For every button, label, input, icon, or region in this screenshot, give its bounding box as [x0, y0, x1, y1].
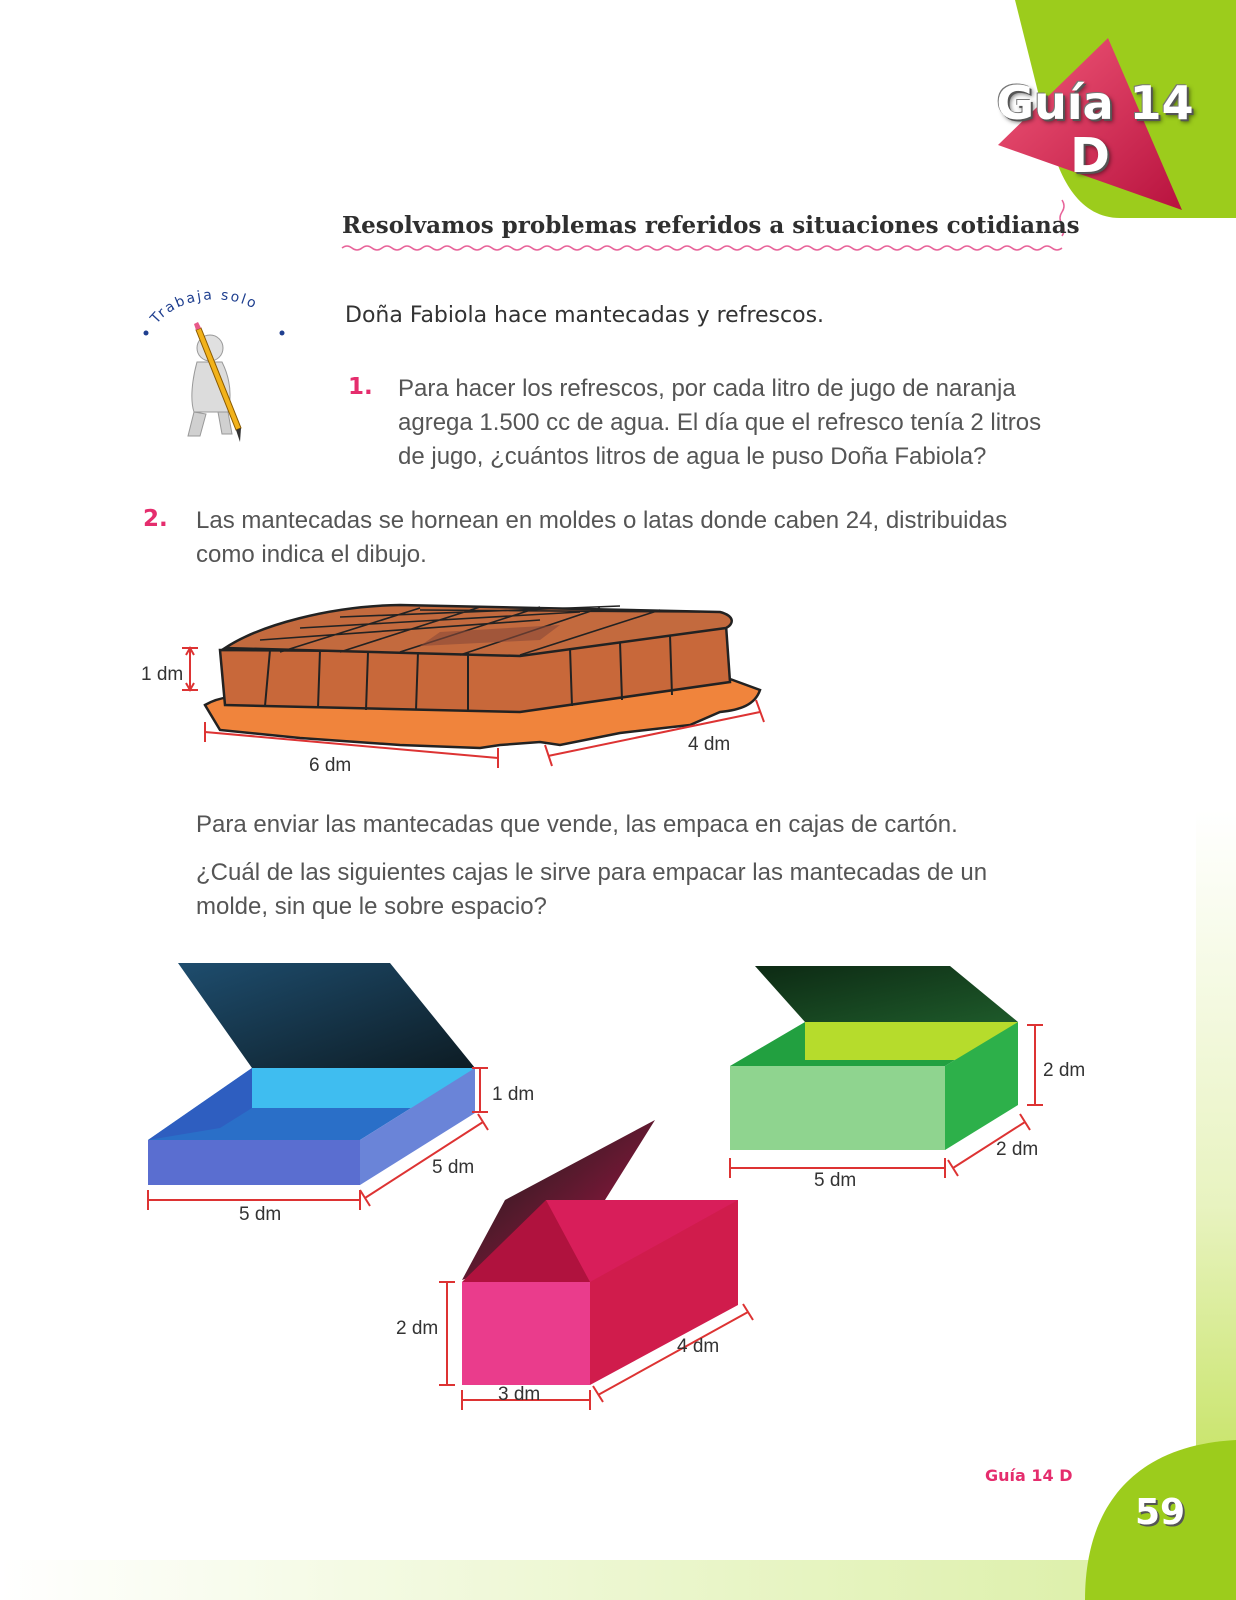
problem-2-number: 2. — [143, 506, 168, 532]
question-line-3: molde, sin que le sobre espacio? — [196, 893, 547, 920]
blue-box-height-label: 1 dm — [492, 1084, 535, 1105]
green-box-height-label: 2 dm — [1043, 1060, 1086, 1081]
trabaja-solo-badge — [144, 287, 285, 442]
problem-2-line-2: como indica el dibujo. — [196, 541, 427, 568]
problem-1-line-1: Para hacer los refrescos, por cada litro de jugo de naranja — [398, 375, 1016, 402]
green-box-length-label: 5 dm — [814, 1170, 857, 1191]
tray-height-label: 1 dm — [141, 664, 184, 685]
page-number: 59 — [1134, 1492, 1186, 1533]
problem-1-line-2: agrega 1.500 cc de agua. El día que el refresco tenía 2 litros — [398, 409, 1042, 436]
mantecadas-tray-illustration — [182, 605, 764, 768]
badge-label: Trabaja solo — [147, 287, 261, 327]
pink-box-height-label: 2 dm — [396, 1318, 439, 1339]
question-line-1: Para enviar las mantecadas que vende, las empaca en cajas de cartón. — [196, 811, 958, 838]
pink-box-depth-label: 4 dm — [677, 1336, 720, 1357]
title-underline — [342, 246, 1062, 250]
problem-1-number: 1. — [348, 374, 373, 400]
question-text — [196, 856, 987, 924]
pencil-character-icon — [188, 322, 241, 442]
section-title: Resolvamos problemas referidos a situaciones cotidianas — [342, 212, 1080, 239]
pink-box-illustration — [439, 1120, 753, 1410]
guide-title: Guía 14 — [996, 76, 1194, 130]
question-line-2: ¿Cuál de las siguientes cajas le sirve para empacar las mantecadas de un — [196, 859, 988, 886]
blue-box-length-label: 5 dm — [239, 1204, 282, 1225]
pink-box-length-label: 3 dm — [498, 1384, 541, 1405]
tray-depth-label: 4 dm — [688, 734, 731, 755]
problem-2-text — [196, 504, 1007, 572]
problem-1-text — [398, 372, 1041, 474]
tray-length-label: 6 dm — [309, 755, 352, 776]
intro-text: Doña Fabiola hace mantecadas y refrescos. — [345, 303, 825, 328]
green-box-depth-label: 2 dm — [996, 1139, 1039, 1160]
bottom-band — [0, 1560, 1236, 1600]
svg-text:Trabaja solo — [147, 287, 261, 327]
problem-1-line-3: de jugo, ¿cuántos litros de agua le puso Doña Fabiola? — [398, 443, 987, 470]
guide-letter: D — [1070, 128, 1110, 184]
blue-box-depth-label: 5 dm — [432, 1157, 475, 1178]
footer-guide-label: Guía 14 D — [985, 1466, 1073, 1485]
problem-2-line-1: Las mantecadas se hornean en moldes o latas donde caben 24, distribuidas — [196, 507, 1008, 534]
